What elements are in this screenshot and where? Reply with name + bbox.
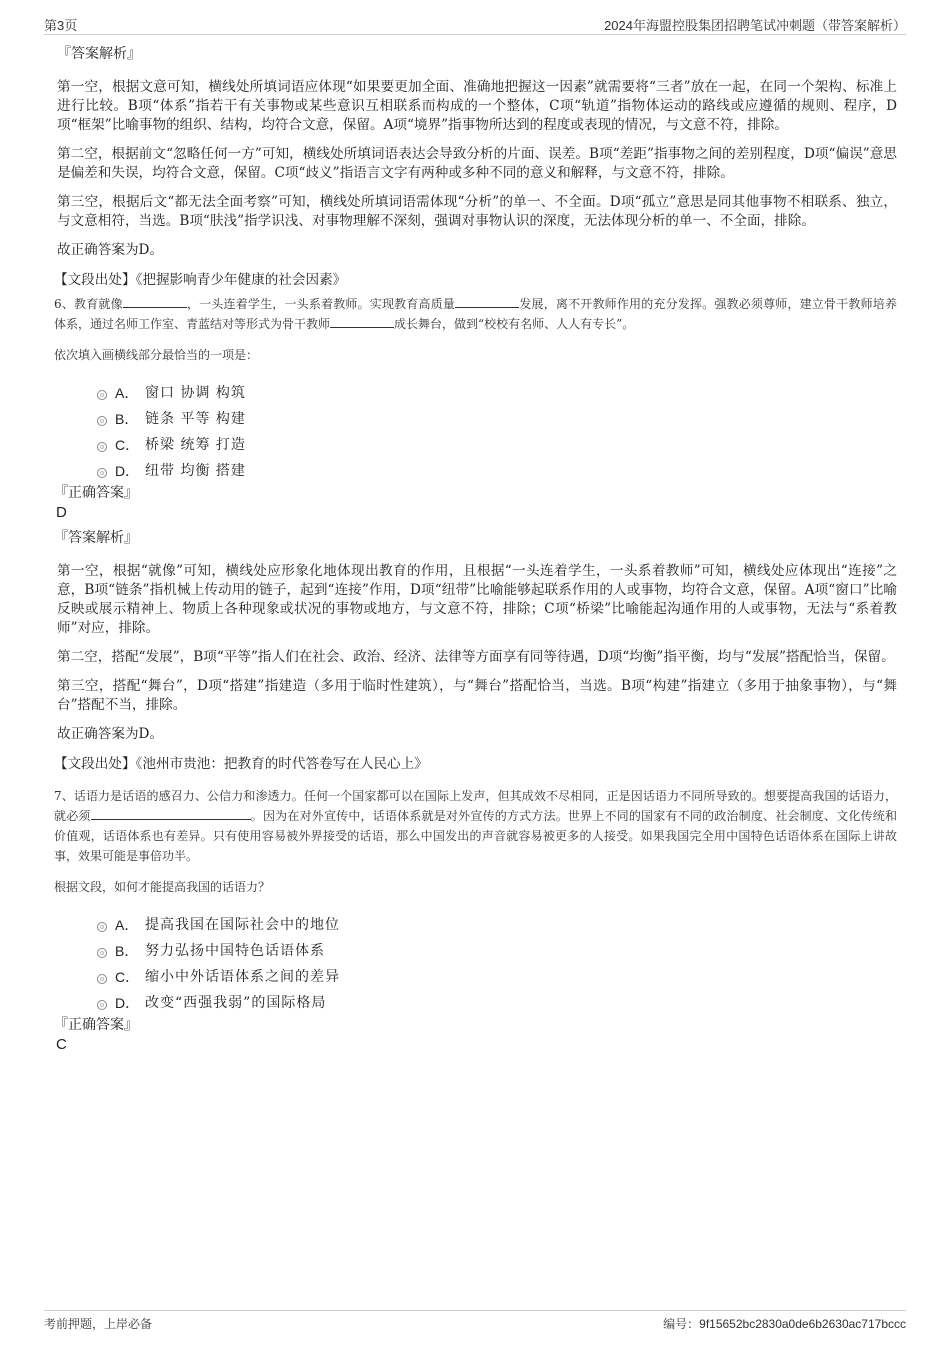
q5-analysis-para-2: 第二空，根据前文“忽略任何一方”可知，横线处所填词语表达会导致分析的片面、误差。B项“差距”指事物之间的差别程度，D项“偏误”意思是偏差和失误，均符合文意，保留。C项“歧义”指语言文字有两种或多种不同的意义和解释，与文意不符，排除。: [57, 146, 897, 181]
q5-source: 【文段出处】《把握影响青少年健康的社会因素》: [54, 272, 347, 288]
document-code: 编号：9f15652bc2830a0de6b2630ac717bccc: [663, 1317, 906, 1331]
q6-options: [97, 384, 897, 488]
page-footer: [44, 1310, 906, 1337]
q6-stem: [54, 294, 897, 334]
q5-conclusion: 故正确答案为D。: [57, 242, 164, 258]
q5-analysis-label: 『答案解析』: [57, 46, 141, 62]
document-title: 2024年海盟控股集团招聘笔试冲刺题（带答案解析）: [604, 18, 906, 33]
q7-blank-1: [91, 806, 251, 820]
q7-answer-label: 『正确答案』: [54, 1017, 138, 1033]
q7-stem: [54, 786, 897, 866]
q6-analysis-label: 『答案解析』: [54, 530, 138, 546]
q6-prompt: 依次填入画横线部分最恰当的一项是：: [54, 348, 259, 362]
q6-stem-part-2: ，一头连着学生，一头系着教师。实现教育高质量: [186, 297, 456, 311]
q6-blank-1: [123, 294, 187, 308]
q6-source: 【文段出处】《池州市贵池：把教育的时代答卷写在人民心上》: [54, 756, 428, 772]
q6-stem-part-3: 发展，离不开教师作用的充分发挥。强教必须尊师，建立骨干教师培养体系，通过名师工作室、青蓝结对等形式为骨干教师: [54, 297, 897, 331]
q5-analysis-para-3: 第三空，根据后文“都无法全面考察”可知，横线处所填词语需体现“分析”的单一、不全面。D项“孤立”意思是同其他事物不相联系、独立，与文意相符，当选。B项“肤浅”指学识浅、对事物理解不深刻，强调对事物认识的深度，无法体现分析的单一、不全面，排除。: [57, 194, 897, 229]
q7-options: [97, 916, 897, 1020]
radio-button[interactable]: [97, 974, 107, 984]
page-number: 第3页: [44, 18, 78, 33]
q6-analysis-para-3: 第三空，搭配“舞台”，D项“搭建”指建造（多用于临时性建筑），与“舞台”搭配恰当，当选。B项“构建”指建立（多用于抽象事物），与“舞台”搭配不当，排除。: [57, 678, 897, 713]
q7-option-a[interactable]: A． 提高我国在国际社会中的地位: [97, 916, 897, 942]
q6-stem-part-4: 成长舞台，做到“校校有名师、人人有专长”。: [394, 317, 635, 331]
radio-button[interactable]: [97, 922, 107, 932]
radio-button[interactable]: [97, 442, 107, 452]
radio-button[interactable]: [97, 390, 107, 400]
q7-stem-part-1: 7、话语力是话语的感召力、公信力和渗透力。任何一个国家都可以在国际上发声，但其成效不尽相同，正是因话语力不同所导致的。想要提高我国的话语力，就必须: [54, 789, 897, 823]
q7-option-d[interactable]: D． 改变“西强我弱”的国际格局: [97, 994, 897, 1020]
q6-blank-3: [330, 314, 394, 328]
q7-option-c[interactable]: C． 缩小中外话语体系之间的差异: [97, 968, 897, 994]
q6-conclusion: 故正确答案为D。: [57, 726, 164, 742]
q6-answer: D: [56, 504, 67, 521]
q6-option-d[interactable]: D． 纽带 均衡 搭建: [97, 462, 897, 488]
q6-option-b[interactable]: B． 链条 平等 构建: [97, 410, 897, 436]
page-header: [44, 14, 906, 35]
q6-option-a[interactable]: A． 窗口 协调 构筑: [97, 384, 897, 410]
q6-analysis-para-2: 第二空，搭配“发展”，B项“平等”指人们在社会、政治、经济、法律等方面享有同等待遇，D项“均衡”指平衡，均与“发展”搭配恰当，保留。: [57, 649, 895, 665]
q7-answer: C: [56, 1036, 67, 1053]
radio-button[interactable]: [97, 468, 107, 478]
q6-analysis-para-1: 第一空，根据“就像”可知，横线处应形象化地体现出教育的作用，且根据“一头连着学生，一头系着教师”可知，横线处应体现出“连接”之意，B项“链条”指机械上传动用的链子，起到“连接”作用，D项“纽带”比喻能够起联系作用的人或事物，均符合文意，保留。A项“窗口”比喻反映或展示精神上、物质上各种现象或状况的事物或地方，与文意不符，排除；C项“桥梁”比喻能起沟通作用的人或事物，无法与“系着教师”对应，排除。: [57, 563, 897, 636]
q6-answer-label: 『正确答案』: [54, 485, 138, 501]
q5-analysis-para-1: 第一空，根据文意可知，横线处所填词语应体现“如果要更加全面、准确地把握这一因素”就需要将“三者”放在一起，在同一个架构、标准上进行比较。B项“体系”指若干有关事物或某些意识互相联系而构成的一个整体，C项“轨道”指物体运动的路线或应遵循的规则、程序，D项“框架”比喻事物的组织、结构，均符合文意，保留。A项“境界”指事物所达到的程度或表现的情况，与文意不符，排除。: [57, 79, 897, 133]
radio-button[interactable]: [97, 1000, 107, 1010]
q7-option-b[interactable]: B． 努力弘扬中国特色话语体系: [97, 942, 897, 968]
q6-option-c[interactable]: C． 桥梁 统筹 打造: [97, 436, 897, 462]
q6-blank-2: [455, 294, 519, 308]
q7-stem-part-2: 。因为在对外宣传中，话语体系就是对外宣传的方式方法。世界上不同的国家有不同的政治制度、社会制度、文化传统和价值观，话语体系也有差异。只有使用容易被外界接受的话语，那么中国发出的声音就容易被更多的人接受。如果我国完全用中国特色话语体系在国际上讲故事，效果可能是事倍功半。: [54, 809, 897, 863]
radio-button[interactable]: [97, 948, 107, 958]
footer-note: 考前押题，上岸必备: [44, 1317, 153, 1331]
q6-stem-part-1: 6、教育就像: [54, 297, 123, 311]
radio-button[interactable]: [97, 416, 107, 426]
q7-prompt: 根据文段，如何才能提高我国的话语力？: [54, 880, 271, 894]
page-content: [54, 44, 897, 1060]
